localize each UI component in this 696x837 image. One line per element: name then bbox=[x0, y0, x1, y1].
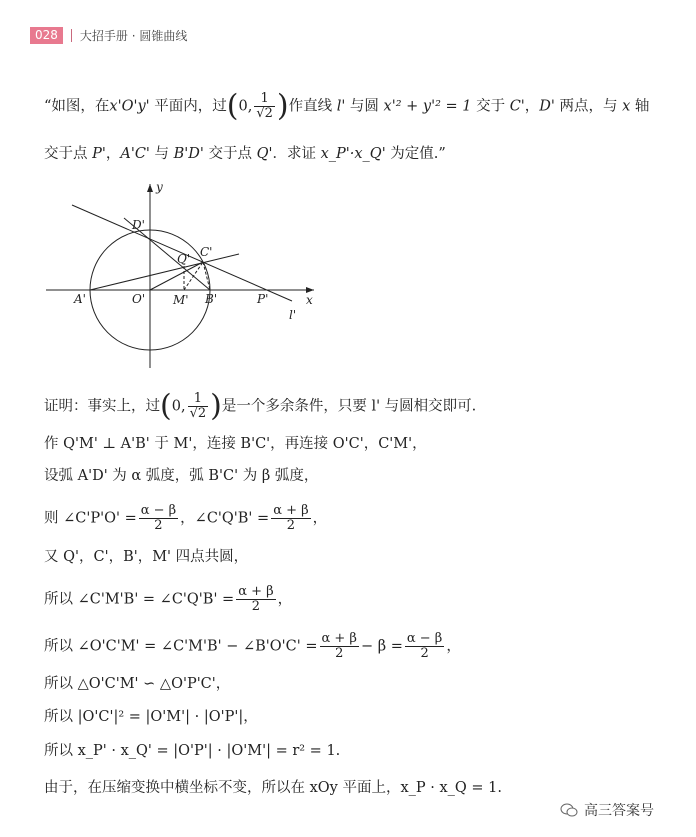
problem-text: 轴 bbox=[630, 98, 650, 115]
proof-line-11: 由于，在压缩变换中横坐标不变，所以在 xOy 平面上，x_P · x_Q = 1. bbox=[44, 780, 503, 796]
problem-text: 交于 bbox=[471, 98, 510, 115]
problem-text: “如图，在 bbox=[44, 98, 110, 115]
fraction: $\frac{\alpha + \beta}{2}$ bbox=[238, 584, 274, 614]
segment-AC bbox=[90, 254, 239, 290]
watermark-text: 高三答案号 bbox=[584, 803, 654, 819]
problem-plane: x'O'y' bbox=[109, 98, 150, 115]
segment-label: B'D' bbox=[173, 146, 204, 162]
watermark bbox=[560, 800, 654, 820]
book-title: 大招手册 · 圆锥曲线 bbox=[79, 28, 188, 43]
label-O: O' bbox=[132, 292, 146, 306]
label-C: C' bbox=[200, 245, 213, 259]
label-l: l' bbox=[289, 308, 297, 322]
point-label: P' bbox=[92, 146, 106, 162]
problem-text: 与圆 bbox=[345, 98, 384, 115]
proof-line-3: 设弧 A'D' 为 α 弧度，弧 B'C' 为 β 弧度， bbox=[44, 468, 319, 484]
fraction: $\frac{\alpha - \beta}{2}$ bbox=[140, 503, 177, 533]
label-P: P' bbox=[257, 292, 269, 306]
header-divider bbox=[71, 29, 72, 42]
fraction: $\frac{1}{√2}$ bbox=[256, 91, 273, 121]
label-x: x bbox=[306, 293, 313, 307]
proof-line-2: 作 Q'M' ⊥ A'B' 于 M'，连接 B'C'，再连接 O'C'，C'M'， bbox=[44, 436, 427, 452]
proof-line-9: 所以 |O'C'|² = |O'M'| · |O'P'|， bbox=[44, 709, 258, 725]
problem-text: 作直线 bbox=[288, 98, 337, 115]
line-label: l' bbox=[336, 98, 346, 115]
problem-text: 平面内，过 bbox=[149, 98, 227, 115]
fraction: $\frac{\alpha + \beta}{2}$ bbox=[273, 503, 309, 533]
label-B: B' bbox=[205, 292, 218, 306]
point-label: Q' bbox=[256, 146, 273, 162]
proof-line-4: 则 ∠C'P'O' = $\frac{\alpha - \beta}{2}$ ，∠C'Q'B' = $\frac{\alpha + \beta}{2}$ ， bbox=[44, 503, 328, 533]
product-expr: x_P'·x_Q' bbox=[320, 146, 386, 162]
segment-BC bbox=[203, 262, 210, 290]
problem-line-2: 交于点 P'，A'C' 与 B'D' 交于点 Q'．求证 x_P'·x_Q' 为定值.” bbox=[44, 146, 446, 162]
proof-line-8: 所以 △O'C'M' ∽ △O'P'C'， bbox=[44, 676, 231, 692]
fraction: $\frac{\alpha - \beta}{2}$ bbox=[406, 631, 443, 661]
label-A: A' bbox=[74, 292, 86, 306]
label-Q: Q' bbox=[177, 252, 191, 266]
circle-equation: x'² + y'² = 1 bbox=[383, 98, 472, 115]
proof-line-10: 所以 x_P' · x_Q' = |O'P'| · |O'M'| = r² = 1. bbox=[44, 743, 341, 759]
page-header bbox=[30, 26, 187, 44]
proof-line-1: 证明：事实上，过(0, $\frac{1}{√2}$ )是一个多余条件，只要 l' 与圆相交即可. bbox=[44, 388, 477, 424]
segment-OC bbox=[150, 262, 203, 290]
geometry-figure bbox=[44, 182, 324, 372]
label-D: D' bbox=[132, 218, 145, 232]
proof-line-7: 所以 ∠O'C'M' = ∠C'M'B' − ∠B'O'C' = $\frac{\alpha + \beta}{2}$ − β = $\frac{\alpha - \beta}{2}$ ， bbox=[44, 631, 461, 661]
page-number-badge: 028 bbox=[30, 27, 63, 44]
label-y: y bbox=[156, 182, 163, 194]
point-coord: 0, bbox=[238, 98, 253, 115]
problem-line-1: “如图，在x'O'y' 平面内，过(0, $\frac{1}{√2}$ )作直线 l' 与圆 x'² + y'² = 1 交于 C'，D' 两点，与 x 轴 bbox=[44, 88, 650, 124]
segment-label: A'C' bbox=[120, 146, 150, 162]
wechat-icon bbox=[560, 803, 578, 817]
y-axis-arrow bbox=[147, 184, 153, 192]
label-M: M' bbox=[173, 293, 189, 307]
fraction: $\frac{\alpha + \beta}{2}$ bbox=[321, 631, 357, 661]
point-label: D' bbox=[539, 98, 555, 115]
proof-line-5: 又 Q'，C'，B'，M' 四点共圆， bbox=[44, 549, 249, 565]
point-label: C' bbox=[509, 98, 525, 115]
axis-label: x bbox=[622, 98, 631, 115]
problem-text: 两点，与 bbox=[554, 98, 623, 115]
proof-line-6: 所以 ∠C'M'B' = ∠C'Q'B' = $\frac{\alpha + \beta}{2}$ ， bbox=[44, 584, 293, 614]
fraction: $\frac{1}{√2}$ bbox=[189, 391, 207, 421]
